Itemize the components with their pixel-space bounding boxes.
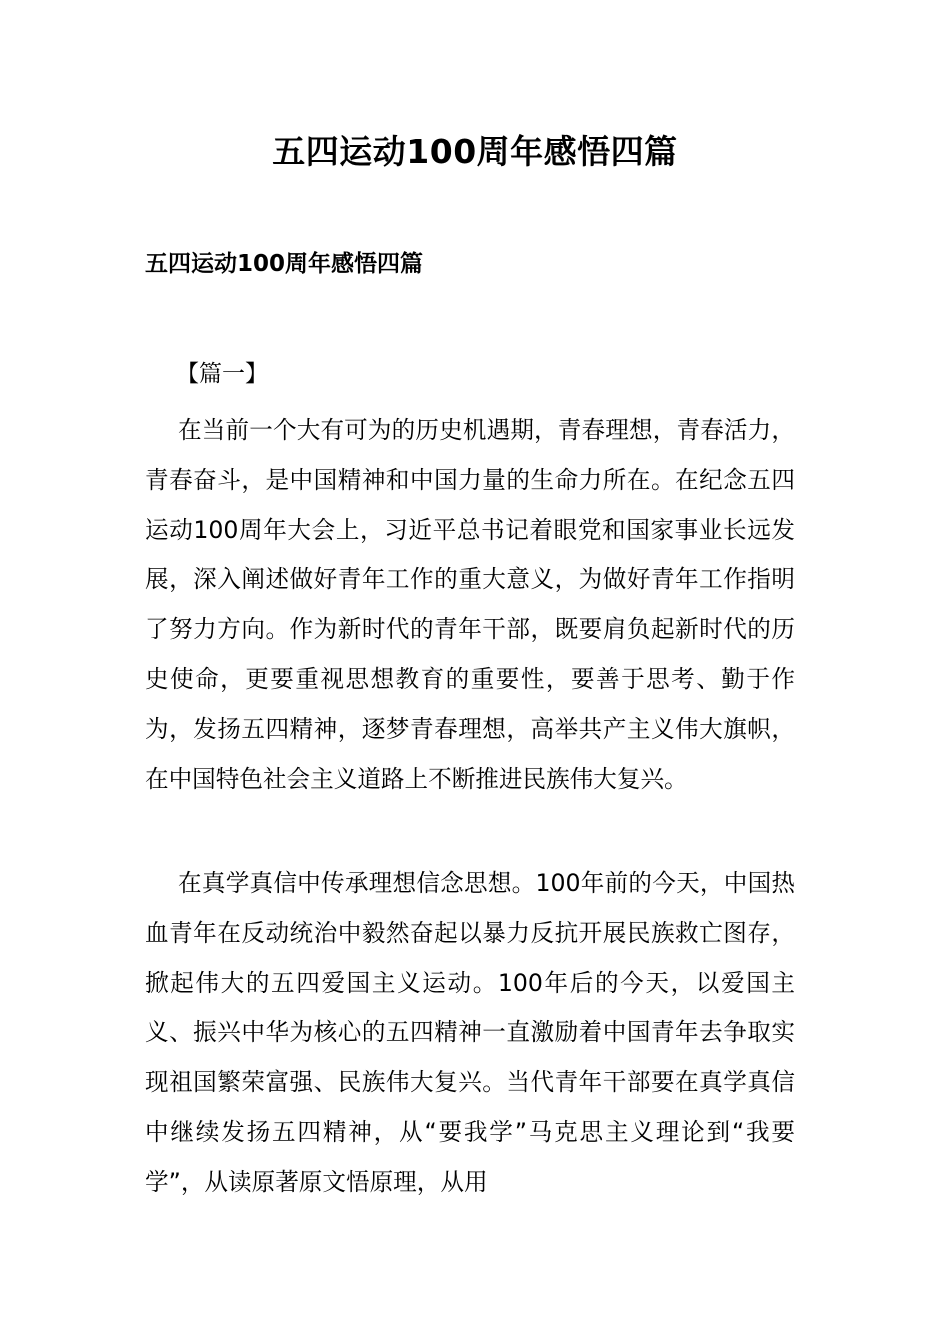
paragraph-text: 在真学真信中传承理想信念思想。100年前的今天，中国热血青年在反动统治中毅然奋起以暴力反抗开展民族救亡图存，掀起伟大的五四爱国主义运动。100年后的今天，以爱国主义、振兴中华为核心的五四精神一直激励着中国青年去争取实现祖国繁荣富强、民族伟大复兴。当代青年干部要在真学真信中继续发扬五四精神，从“要我学”马克思主义理论到“我要学”，从读原著原文悟原理，从用: [145, 869, 795, 1196]
document-title: 五四运动100周年感悟四篇: [272, 132, 678, 171]
body-paragraph-1: [145, 406, 795, 804]
paragraph-text: 在当前一个大有可为的历史机遇期，青春理想，青春活力，青春奋斗，是中国精神和中国力量的生命力所在。在纪念五四运动100周年大会上，习近平总书记着眼党和国家事业长远发展，深入阐述做好青年工作的重大意义，为做好青年工作指明了努力方向。作为新时代的青年干部，既要肩负起新时代的历史使命，更要重视思想教育的重要性，要善于思考、勤于作为，发扬五四精神，逐梦青春理想，高举共产主义伟大旗帜，在中国特色社会主义道路上不断推进民族伟大复兴。: [145, 416, 795, 793]
section-label: 【篇一】: [176, 361, 268, 387]
document-subtitle: 五四运动100周年感悟四篇: [145, 251, 424, 277]
body-paragraph-2: [145, 859, 795, 1208]
